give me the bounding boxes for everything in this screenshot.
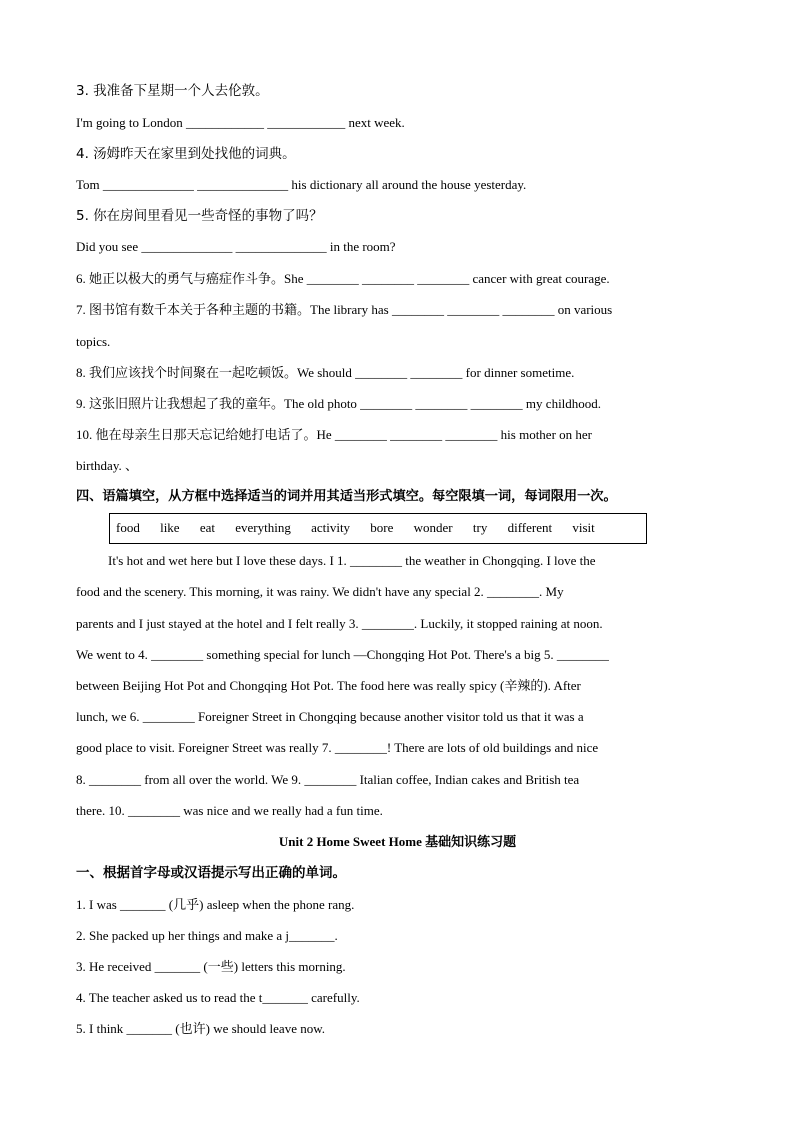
q9: 9. 这张旧照片让我想起了我的童年。The old photo ________ ________ ________ my childhood.	[76, 396, 602, 411]
word-box-words: food like eat everything activity bore wonder try different visit	[116, 520, 595, 535]
passage-line-7: good place to visit. Foreigner Street was really 7. ________! There are lots of old buildings and nice	[76, 740, 599, 755]
unit2-item-1: 1. I was _______ (几乎) asleep when the phone rang.	[76, 897, 355, 912]
q3-english: I'm going to London ____________ ____________ next week.	[76, 115, 405, 130]
passage-line-9: there. 10. ________ was nice and we really had a fun time.	[76, 803, 383, 818]
unit2-item-5: 5. I think _______ (也许) we should leave now.	[76, 1021, 326, 1036]
passage-line-2: food and the scenery. This morning, it was rainy. We didn't have any special 2. ________. My	[76, 584, 564, 599]
passage-line-4: We went to 4. ________ something special for lunch —Chongqing Hot Pot. There's a big 5. ________	[76, 647, 609, 662]
section4-heading: 四、语篇填空，从方框中选择适当的词并用其适当形式填空。每空限填一词，每词限用一次。	[76, 489, 617, 504]
q5-english: Did you see ______________ ______________ in the room?	[76, 239, 396, 254]
q3-chinese: 3. 我准备下星期一个人去伦敦。	[76, 83, 269, 99]
q6: 6. 她正以极大的勇气与癌症作斗争。She ________ ________ ________ cancer with great courage.	[76, 271, 610, 286]
passage-line-3: parents and I just stayed at the hotel and I felt really 3. ________. Luckily, it stopped raining at noon.	[76, 616, 603, 631]
unit2-section1-heading: 一、根据首字母或汉语提示写出正确的单词。	[76, 865, 346, 881]
q7: 7. 图书馆有数千本关于各种主题的书籍。The library has ________ ________ ________ on various	[76, 302, 613, 317]
unit2-item-2: 2. She packed up her things and make a j_______.	[76, 928, 338, 943]
q5-chinese: 5. 你在房间里看见一些奇怪的事物了吗？	[76, 208, 323, 224]
unit2-title: Unit 2 Home Sweet Home 基础知识练习题	[278, 834, 517, 849]
passage-line-5: between Beijing Hot Pot and Chongqing Hot Pot. The food here was really spicy (辛辣的). After	[76, 678, 581, 693]
q10: 10. 他在母亲生日那天忘记给她打电话了。He ________ ________ ________ his mother on her	[76, 427, 593, 442]
q4-english: Tom ______________ ______________ his dictionary all around the house yesterday.	[76, 177, 527, 192]
q8: 8. 我们应该找个时间聚在一起吃顿饭。We should ________ ________ for dinner sometime.	[76, 365, 575, 380]
passage-line-6: lunch, we 6. ________ Foreigner Street in Chongqing because another visitor told us that it was a	[76, 709, 584, 724]
unit2-item-3: 3. He received _______ (一些) letters this morning.	[76, 959, 346, 974]
q4-chinese: 4. 汤姆昨天在家里到处找他的词典。	[76, 146, 296, 162]
unit2-item-4: 4. The teacher asked us to read the t_______ carefully.	[76, 990, 360, 1005]
q7-continuation: topics.	[76, 334, 111, 349]
passage-line-8: 8. ________ from all over the world. We 9. ________ Italian coffee, Indian cakes and British tea	[76, 772, 580, 787]
passage-line-1: It's hot and wet here but I love these days. I 1. ________ the weather in Chongqing. I love the	[108, 553, 596, 568]
q10-continuation: birthday. 、	[76, 458, 138, 473]
word-box	[109, 513, 647, 544]
